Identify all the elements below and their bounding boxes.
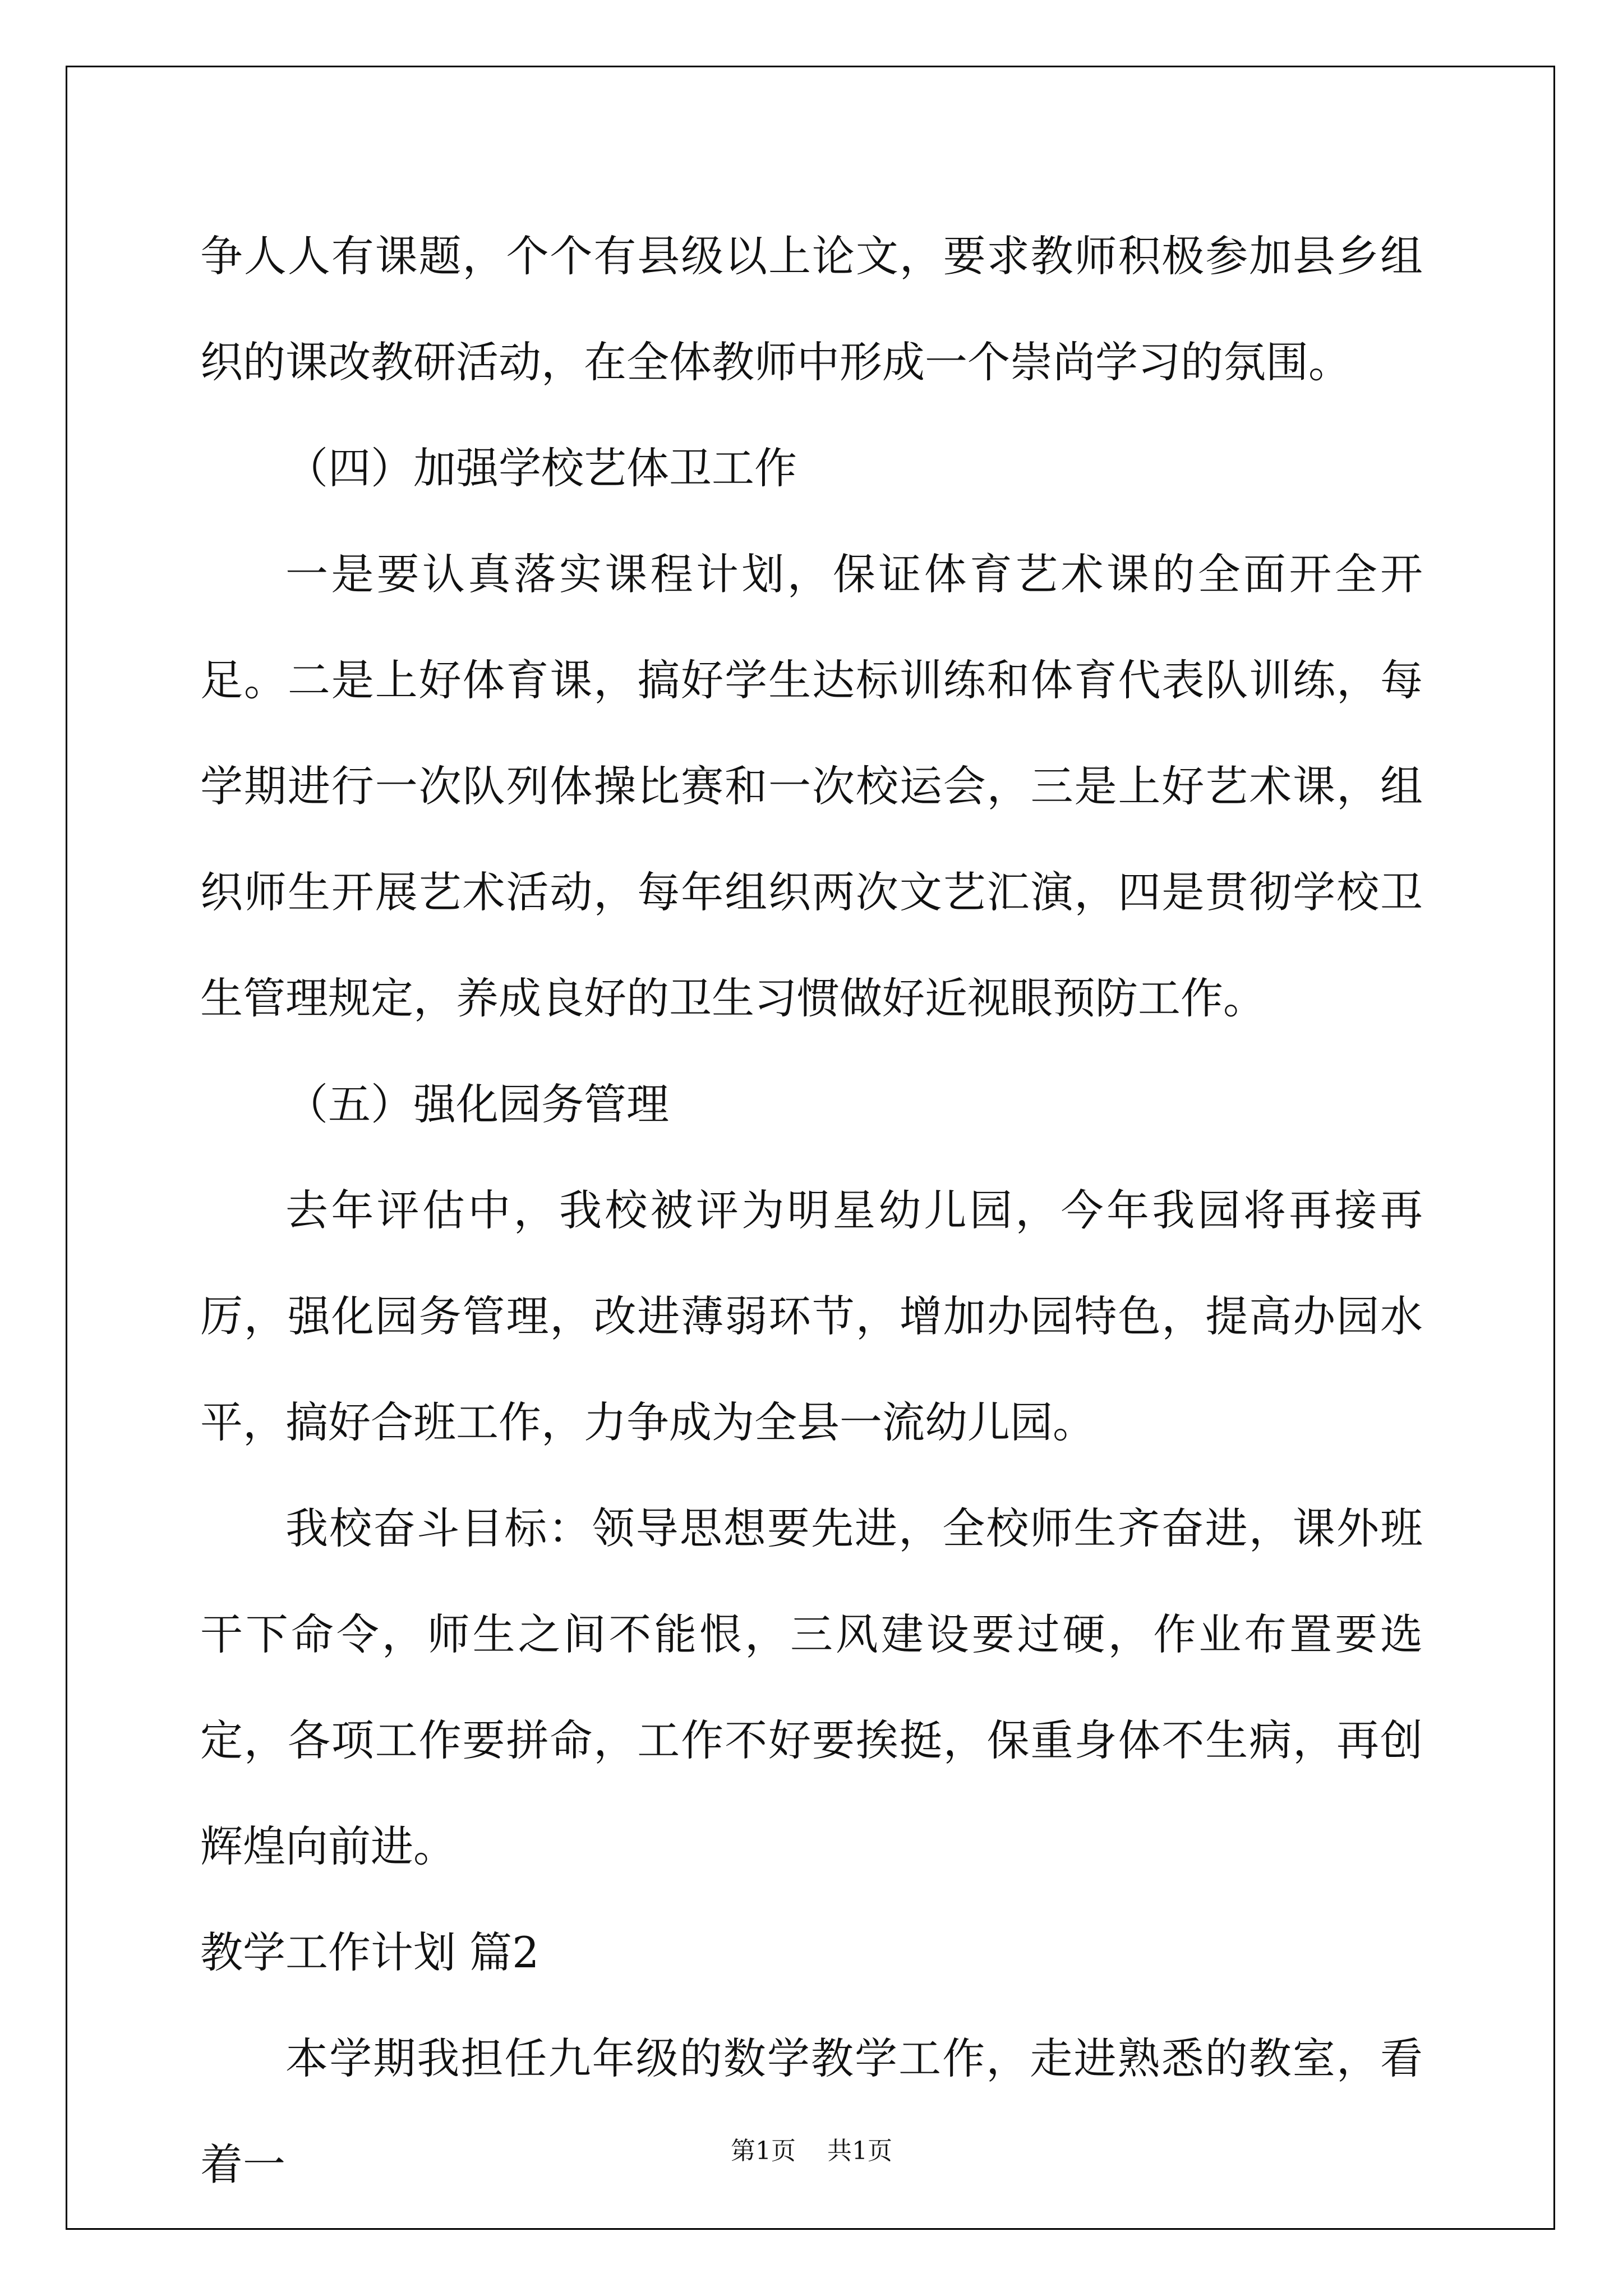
paragraph-arts-sports: 一是要认真落实课程计划，保证体育艺术课的全面开全开足。二是上好体育课，搞好学生达标训练和体育代表队训练，每学期进行一次队列体操比赛和一次校运会，三是上好艺术课，组织师生开展艺术活动，每年组织两次文艺汇演，四是贯彻学校卫生管理规定，养成良好的卫生习惯做好近视眼预防工作。 (200, 549, 1423, 1023)
paragraph-kindergarten: 去年评估中，我校被评为明星幼儿园，今年我园将再接再厉，强化园务管理，改进薄弱环节，增加办园特色，提高办园水平，搞好合班工作，力争成为全县一流幼儿园。 (200, 1185, 1423, 1447)
document-body (200, 203, 1423, 2217)
paragraph-goals: 我校奋斗目标：领导思想要先进，全校师生齐奋进，课外班干下命令，师生之间不能恨，三风建设要过硬，作业布置要选定，各项工作要拼命，工作不好要挨挺，保重身体不生病，再创辉煌向前进。 (200, 1503, 1423, 1871)
section-heading-five: （五）强化园务管理 (285, 1079, 669, 1129)
page-number-current: 第1页 (731, 2137, 796, 2165)
paragraph-continued: 争人人有课题，个个有县级以上论文，要求教师积极参加县乡组织的课改教研活动，在全体教师中形成一个崇尚学习的氛围。 (200, 231, 1423, 387)
article-title: 教学工作计划 篇2 (200, 1927, 540, 1977)
page-footer (0, 2134, 1623, 2168)
section-heading-four: （四）加强学校艺体卫工作 (285, 443, 797, 493)
paragraph-intro: 本学期我担任九年级的数学教学工作，走进熟悉的教室，看着一 (200, 2033, 1423, 2189)
page-number-total: 共1页 (827, 2137, 892, 2165)
